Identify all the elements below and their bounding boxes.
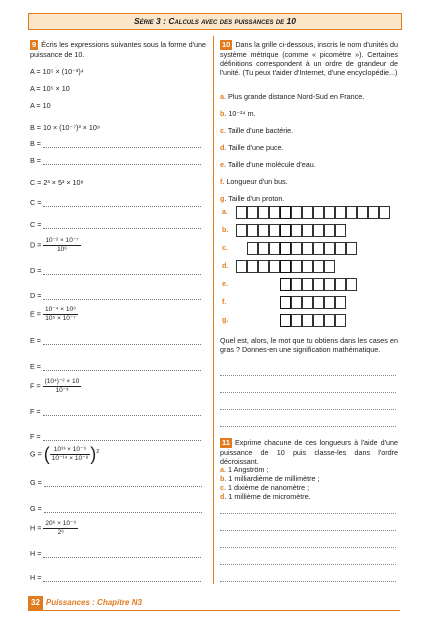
grid-cell[interactable]	[313, 260, 324, 273]
grid-cell[interactable]	[302, 260, 313, 273]
grid-cell[interactable]	[335, 278, 346, 291]
grid-row-label: d.	[222, 263, 229, 270]
grid-cell[interactable]	[302, 242, 313, 255]
grid-cell[interactable]	[280, 242, 291, 255]
grid-row-label: f.	[222, 299, 227, 306]
grid-cell[interactable]	[291, 224, 302, 237]
answer-line[interactable]	[220, 374, 396, 376]
expr-f-fraction: F = $\frac{\text{(10⁴)⁻² × 10}}{\text{10⁻³}}$	[30, 378, 80, 394]
clue-d: d. Taille d'une puce.	[220, 143, 284, 152]
answer-line-e1[interactable]: E =	[30, 336, 201, 345]
column-divider	[213, 36, 214, 584]
exercise-9-number: 9	[32, 40, 37, 49]
clue-c: c. Taille d'une bactérie.	[220, 126, 294, 135]
grid-cell[interactable]	[324, 224, 335, 237]
grid-cell[interactable]	[346, 278, 357, 291]
answer-line-d1[interactable]: D =	[30, 266, 201, 275]
clue-g: g. Taille d'un proton.	[220, 194, 285, 203]
expr-h-fraction: H = $\frac{\text{20⁶ × 10⁻⁹}}{\text{2⁶}}$	[30, 520, 77, 536]
grid-cell[interactable]	[258, 206, 269, 219]
page-number: 32	[28, 596, 43, 610]
grid-cell[interactable]	[247, 260, 258, 273]
grid-cell[interactable]	[302, 206, 313, 219]
grid-cell[interactable]	[335, 242, 346, 255]
grid-cell[interactable]	[313, 242, 324, 255]
answer-line-f2[interactable]: F =	[30, 432, 201, 441]
answer-line[interactable]	[220, 580, 396, 582]
grid-cell[interactable]	[269, 206, 280, 219]
grid-cell[interactable]	[280, 296, 291, 309]
grid-cell[interactable]	[258, 224, 269, 237]
grid-cell[interactable]	[280, 314, 291, 327]
answer-line[interactable]	[220, 546, 396, 548]
footer-chapter: Puissances : Chapitre N3	[45, 598, 142, 607]
grid-cell[interactable]	[324, 206, 335, 219]
grid-cell[interactable]	[280, 260, 291, 273]
grid-row-label: b.	[222, 227, 229, 234]
grid-cell[interactable]	[247, 206, 258, 219]
grid-cell[interactable]	[247, 242, 258, 255]
answer-line-f1[interactable]: F =	[30, 407, 201, 416]
grid-cell[interactable]	[236, 224, 247, 237]
grid-cell[interactable]	[324, 260, 335, 273]
grid-cell[interactable]	[368, 206, 379, 219]
answer-line-g2[interactable]: G =	[30, 504, 202, 513]
item-11-d: d. 1 millième de micromètre.	[220, 492, 311, 501]
grid-cell[interactable]	[291, 314, 302, 327]
clue-a: a. Plus grande distance Nord-Sud en France.	[220, 92, 365, 101]
grid-cell[interactable]	[280, 278, 291, 291]
footer-rule	[28, 610, 400, 611]
grid-cell[interactable]	[269, 260, 280, 273]
crossword-grid	[220, 206, 398, 334]
clue-f: f. Longueur d'un bus.	[220, 177, 288, 186]
page-header: Série 3 : Calculs avec des puissances de 10	[28, 13, 402, 30]
expr-a3: A = 10	[30, 101, 51, 110]
exercise-11-number: 11	[222, 438, 230, 447]
grid-cell[interactable]	[291, 278, 302, 291]
grid-cell[interactable]	[346, 242, 357, 255]
grid-cell[interactable]	[335, 206, 346, 219]
expr-b1: B = 10 × (10⁻⁷)³ × 10⁹	[30, 123, 101, 132]
grid-cell[interactable]	[302, 278, 313, 291]
answer-line[interactable]	[220, 391, 396, 393]
expr-d-fraction: D = $\frac{\text{10⁻² × 10⁻⁷}}{\text{10⁶}}$	[30, 237, 79, 253]
expr-c1: C = 2³ × 5³ × 10⁸	[30, 178, 84, 187]
exercise-9-statement: 9 Écris les expressions suivantes sous la forme d'une puissance de 10.	[30, 40, 206, 59]
answer-line-h2[interactable]: H =	[30, 573, 201, 582]
grid-row-label: a.	[222, 209, 228, 216]
answer-line[interactable]	[220, 563, 396, 565]
grid-cell[interactable]	[324, 314, 335, 327]
grid-cell[interactable]	[357, 206, 368, 219]
grid-cell[interactable]	[302, 224, 313, 237]
grid-cell[interactable]	[324, 242, 335, 255]
grid-cell[interactable]	[313, 224, 324, 237]
grid-cell[interactable]	[335, 224, 346, 237]
answer-line-b2[interactable]: B =	[30, 156, 201, 165]
grid-cell[interactable]	[335, 296, 346, 309]
answer-line-h1[interactable]: H =	[30, 549, 201, 558]
exercise-10-question: Quel est, alors, le mot que tu obtiens dans les cases en gras ? Donnes-en une signification mathématique.	[220, 336, 398, 354]
grid-cell[interactable]	[379, 206, 390, 219]
grid-cell[interactable]	[335, 314, 346, 327]
grid-row-label: c.	[222, 245, 228, 252]
page-footer	[28, 596, 142, 610]
grid-cell[interactable]	[302, 314, 313, 327]
grid-cell[interactable]	[291, 242, 302, 255]
item-11-c: c. 1 dixième de nanomètre ;	[220, 483, 310, 492]
answer-line-c1[interactable]: C =	[30, 198, 201, 207]
answer-line[interactable]	[220, 529, 396, 531]
answer-line-c2[interactable]: C =	[30, 220, 201, 229]
grid-cell[interactable]	[291, 260, 302, 273]
grid-cell[interactable]	[313, 206, 324, 219]
grid-cell[interactable]	[291, 206, 302, 219]
answer-line[interactable]	[220, 512, 396, 514]
grid-cell[interactable]	[280, 224, 291, 237]
grid-cell[interactable]	[324, 296, 335, 309]
grid-row-label: g.	[222, 317, 229, 324]
exercise-10-number: 10	[222, 40, 231, 49]
grid-cell[interactable]	[247, 224, 258, 237]
expr-a1: A = 10⁵ × (10⁻³)⁴	[30, 67, 84, 76]
exercise-10	[220, 40, 398, 580]
answer-line-e2[interactable]: E =	[30, 362, 201, 371]
grid-cell[interactable]	[324, 278, 335, 291]
grid-cell[interactable]	[258, 242, 269, 255]
grid-cell[interactable]	[291, 296, 302, 309]
item-11-b: b. 1 milliardième de millimètre ;	[220, 474, 320, 483]
grid-cell[interactable]	[346, 206, 357, 219]
expr-a2: A = 10⁵ × 10	[30, 84, 70, 93]
expr-g-fraction: G = ( $\frac{\text{10¹³ × 10⁻⁹}}{\text{10⁻¹⁴ × 10⁻⁸}}$ )$^2$	[30, 444, 100, 464]
answer-line[interactable]	[220, 425, 396, 427]
exercise-9	[30, 40, 206, 585]
grid-cell[interactable]	[258, 260, 269, 273]
grid-cell[interactable]	[269, 242, 280, 255]
grid-cell[interactable]	[302, 296, 313, 309]
answer-line-d2[interactable]: D =	[30, 291, 201, 300]
grid-cell[interactable]	[280, 206, 291, 219]
grid-cell[interactable]	[313, 278, 324, 291]
grid-cell[interactable]	[236, 206, 247, 219]
item-11-a: a. 1 Angström ;	[220, 465, 269, 474]
exercise-11-statement: 11 Exprime chacune de ces longueurs à l'aide d'une puissance de 10 puis classe-les dans l'ordre décroissant.	[220, 438, 398, 466]
expr-e-fraction: E = $\frac{\text{10⁻⁴ × 10⁹}}{\text{10⁵ × 10⁻⁷}}$	[30, 306, 76, 322]
grid-cell[interactable]	[269, 224, 280, 237]
answer-line-b1[interactable]: B =	[30, 139, 201, 148]
clue-e: e. Taille d'une molécule d'eau.	[220, 160, 316, 169]
answer-line-g1[interactable]: G =	[30, 478, 202, 487]
grid-cell[interactable]	[313, 296, 324, 309]
clue-b: b. 10⁻²⁴ m.	[220, 109, 256, 118]
grid-row-label: e.	[222, 281, 228, 288]
answer-line[interactable]	[220, 408, 396, 410]
exercise-10-statement: 10 Dans la grille ci-dessous, inscris le nom d'unités du système métrique (comme « picomètre »). Certaines définitions correspondent à un ordre de grandeur de l'unité. (Tu peux t'aider d'Internet, d'une encyclopédie...)	[220, 40, 398, 77]
grid-cell[interactable]	[236, 260, 247, 273]
grid-cell[interactable]	[313, 314, 324, 327]
